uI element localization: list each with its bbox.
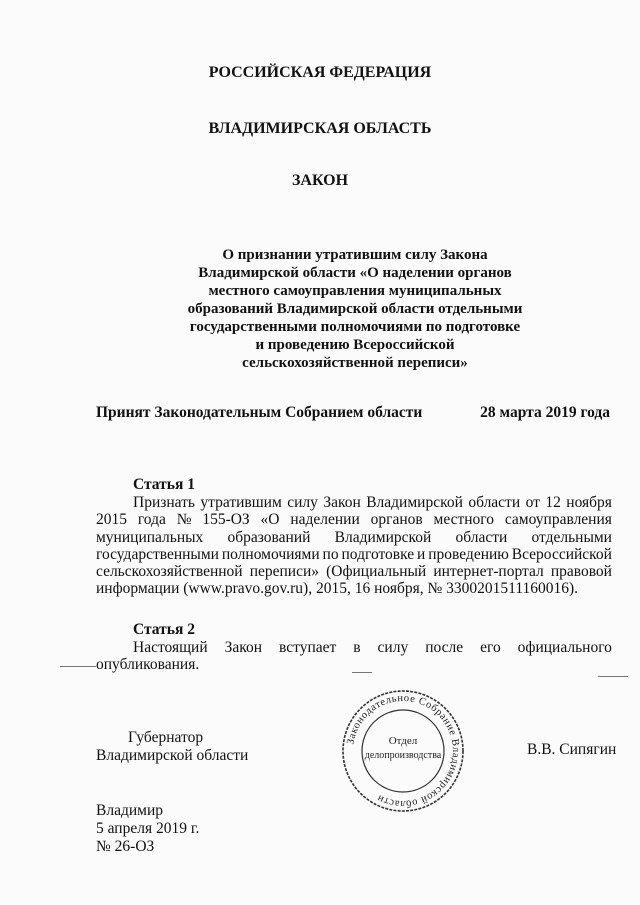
law-title-line: образований Владимирской области отдельными <box>187 301 523 317</box>
word: силу <box>377 639 409 656</box>
word: самоуправления <box>504 511 612 529</box>
word: Владимирской <box>334 528 432 546</box>
article-2-text <box>96 639 612 674</box>
word: проведению <box>428 545 509 563</box>
scan-artifact <box>60 666 96 667</box>
word: вступает <box>279 639 337 656</box>
stamp-center-line: Отдел <box>388 735 418 747</box>
word: отдельными <box>531 528 612 546</box>
law-title-line: местного самоуправления муниципальных <box>208 283 502 299</box>
word: и <box>417 545 426 563</box>
word: области <box>455 528 508 546</box>
law-title-line: сельскохозяйственной переписи» <box>242 355 468 371</box>
word: силу <box>287 494 318 511</box>
article-1-line <box>96 494 612 511</box>
word: муниципальных <box>96 528 204 546</box>
article-1-text <box>96 494 612 598</box>
word: переписи» <box>249 563 320 581</box>
article-2-line: опубликования. <box>96 656 200 674</box>
scan-artifact <box>352 672 372 673</box>
word: Признать <box>133 494 195 511</box>
signatory-position: Губернатор <box>128 729 204 746</box>
header-region: ВЛАДИМИРСКАЯ ОБЛАСТЬ <box>208 120 432 137</box>
header-doc-type: ЗАКОН <box>291 172 349 189</box>
article-1-line: информации (www.pravo.gov.ru), 2015, 16 ноября, № 3300201511160016). <box>96 580 579 598</box>
word: сельскохозяйственной <box>96 563 243 581</box>
office-stamp <box>340 688 466 814</box>
word: интернет-портал <box>433 563 544 581</box>
word: после <box>425 639 464 656</box>
word: 2015 <box>96 511 127 529</box>
article-1-line <box>96 563 612 580</box>
article-2-title: Статья 2 <box>133 621 195 638</box>
word: органов <box>370 511 423 529</box>
word: по <box>322 545 339 563</box>
word: его <box>480 639 501 656</box>
adoption-date: 28 марта 2019 года <box>480 404 610 421</box>
word: области <box>468 494 521 511</box>
scan-artifact <box>598 676 628 677</box>
word: Настоящий <box>133 639 208 656</box>
word: местного <box>433 511 495 529</box>
stamp-center-line: делопроизводства <box>364 750 442 761</box>
word: государственными <box>96 545 219 563</box>
word: Владимирской <box>366 494 463 511</box>
adoption-line <box>96 404 610 422</box>
word: ноября <box>566 494 612 511</box>
word: 12 <box>545 494 561 511</box>
word: правовой <box>550 563 612 581</box>
word: Закон <box>224 639 263 656</box>
signatory-region: Владимирской области <box>96 747 249 764</box>
article-1-line <box>96 511 612 528</box>
stamp-ring-text: Законодательное Собрание Владимирской области <box>345 692 462 810</box>
word: года <box>137 511 166 529</box>
word: Всероссийской <box>511 545 612 563</box>
law-title <box>160 246 550 372</box>
article-1-line <box>96 529 612 546</box>
word: полномочиями <box>221 545 320 563</box>
signatory-name: В.В. Сипягин <box>527 741 617 758</box>
word: подготовке <box>341 545 415 563</box>
law-title-line: О признании утратившим силу Закона <box>222 247 488 263</box>
word: № <box>176 511 192 529</box>
word: «О <box>260 511 280 529</box>
word: утратившим <box>200 494 282 511</box>
word: образований <box>227 528 311 546</box>
law-title-line: государственными полномочиями по подготовке <box>189 319 521 335</box>
word: 155-ОЗ <box>202 511 250 529</box>
law-title-line: Владимирской области «О наделении органов <box>198 265 512 281</box>
stamp-seal <box>340 688 466 814</box>
word: Закон <box>323 494 361 511</box>
header-federation: РОССИЙСКАЯ ФЕДЕРАЦИЯ <box>208 64 432 81</box>
word: официального <box>517 639 612 656</box>
article-2-line <box>96 639 612 656</box>
adoption-label: Принят Законодательным Собранием области <box>96 404 423 421</box>
word: (Официальный <box>326 563 427 581</box>
word: наделении <box>290 511 360 529</box>
signing-date: 5 апреля 2019 г. <box>96 820 200 837</box>
word: от <box>525 494 540 511</box>
law-title-line: и проведению Всероссийской <box>255 337 455 353</box>
article-1-line <box>96 546 612 563</box>
law-number: № 26-ОЗ <box>96 838 155 855</box>
word: в <box>353 639 361 656</box>
signing-city: Владимир <box>96 802 163 819</box>
article-1-title: Статья 1 <box>133 476 195 493</box>
